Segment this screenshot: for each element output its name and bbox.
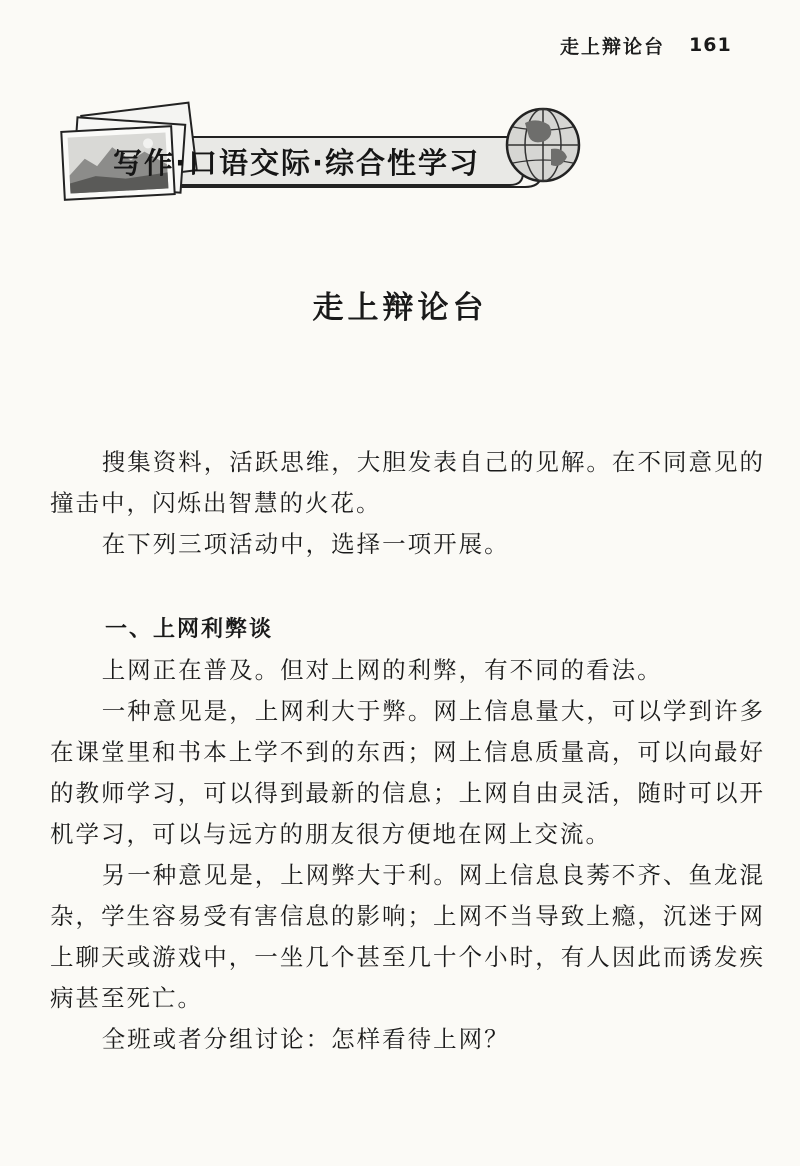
section-heading: 一、上网利弊谈 bbox=[105, 617, 274, 642]
section-banner bbox=[55, 95, 585, 215]
running-head bbox=[560, 30, 770, 60]
body-paragraph: 另一种意见是，上网弊大于利。网上信息良莠不齐、鱼龙混杂，学生容易受有害信息的影响；上网不当导致上瘾，沉迷于网上聊天或游戏中，一坐几个甚至几十个小时，有人因此而诱发疾病甚至死亡。 bbox=[50, 861, 765, 1012]
running-head-title: 走上辩论台 bbox=[560, 35, 666, 58]
body-paragraph: 一种意见是，上网利大于弊。网上信息量大，可以学到许多在课堂里和书本上学不到的东西；网上信息质量高，可以向最好的教师学习，可以得到最新的信息；上网自由灵活，随时可以开机学习，可以与远方的朋友很方便地在网上交流。 bbox=[50, 697, 765, 848]
globe-icon bbox=[507, 109, 579, 181]
body-paragraph: 上网正在普及。但对上网的利弊，有不同的看法。 bbox=[101, 656, 663, 684]
intro-paragraph: 搜集资料，活跃思维，大胆发表自己的见解。在不同意见的撞击中，闪烁出智慧的火花。 bbox=[50, 448, 765, 517]
body-text bbox=[50, 442, 765, 1060]
intro-paragraph: 在下列三项活动中，选择一项开展。 bbox=[101, 530, 510, 558]
page-title: 走上辩论台 bbox=[312, 290, 488, 326]
page-number: 161 bbox=[689, 34, 732, 56]
body-paragraph: 全班或者分组讨论：怎样看待上网？ bbox=[101, 1025, 510, 1053]
banner-title: 写作·口语交际·综合性学习 bbox=[113, 146, 481, 180]
